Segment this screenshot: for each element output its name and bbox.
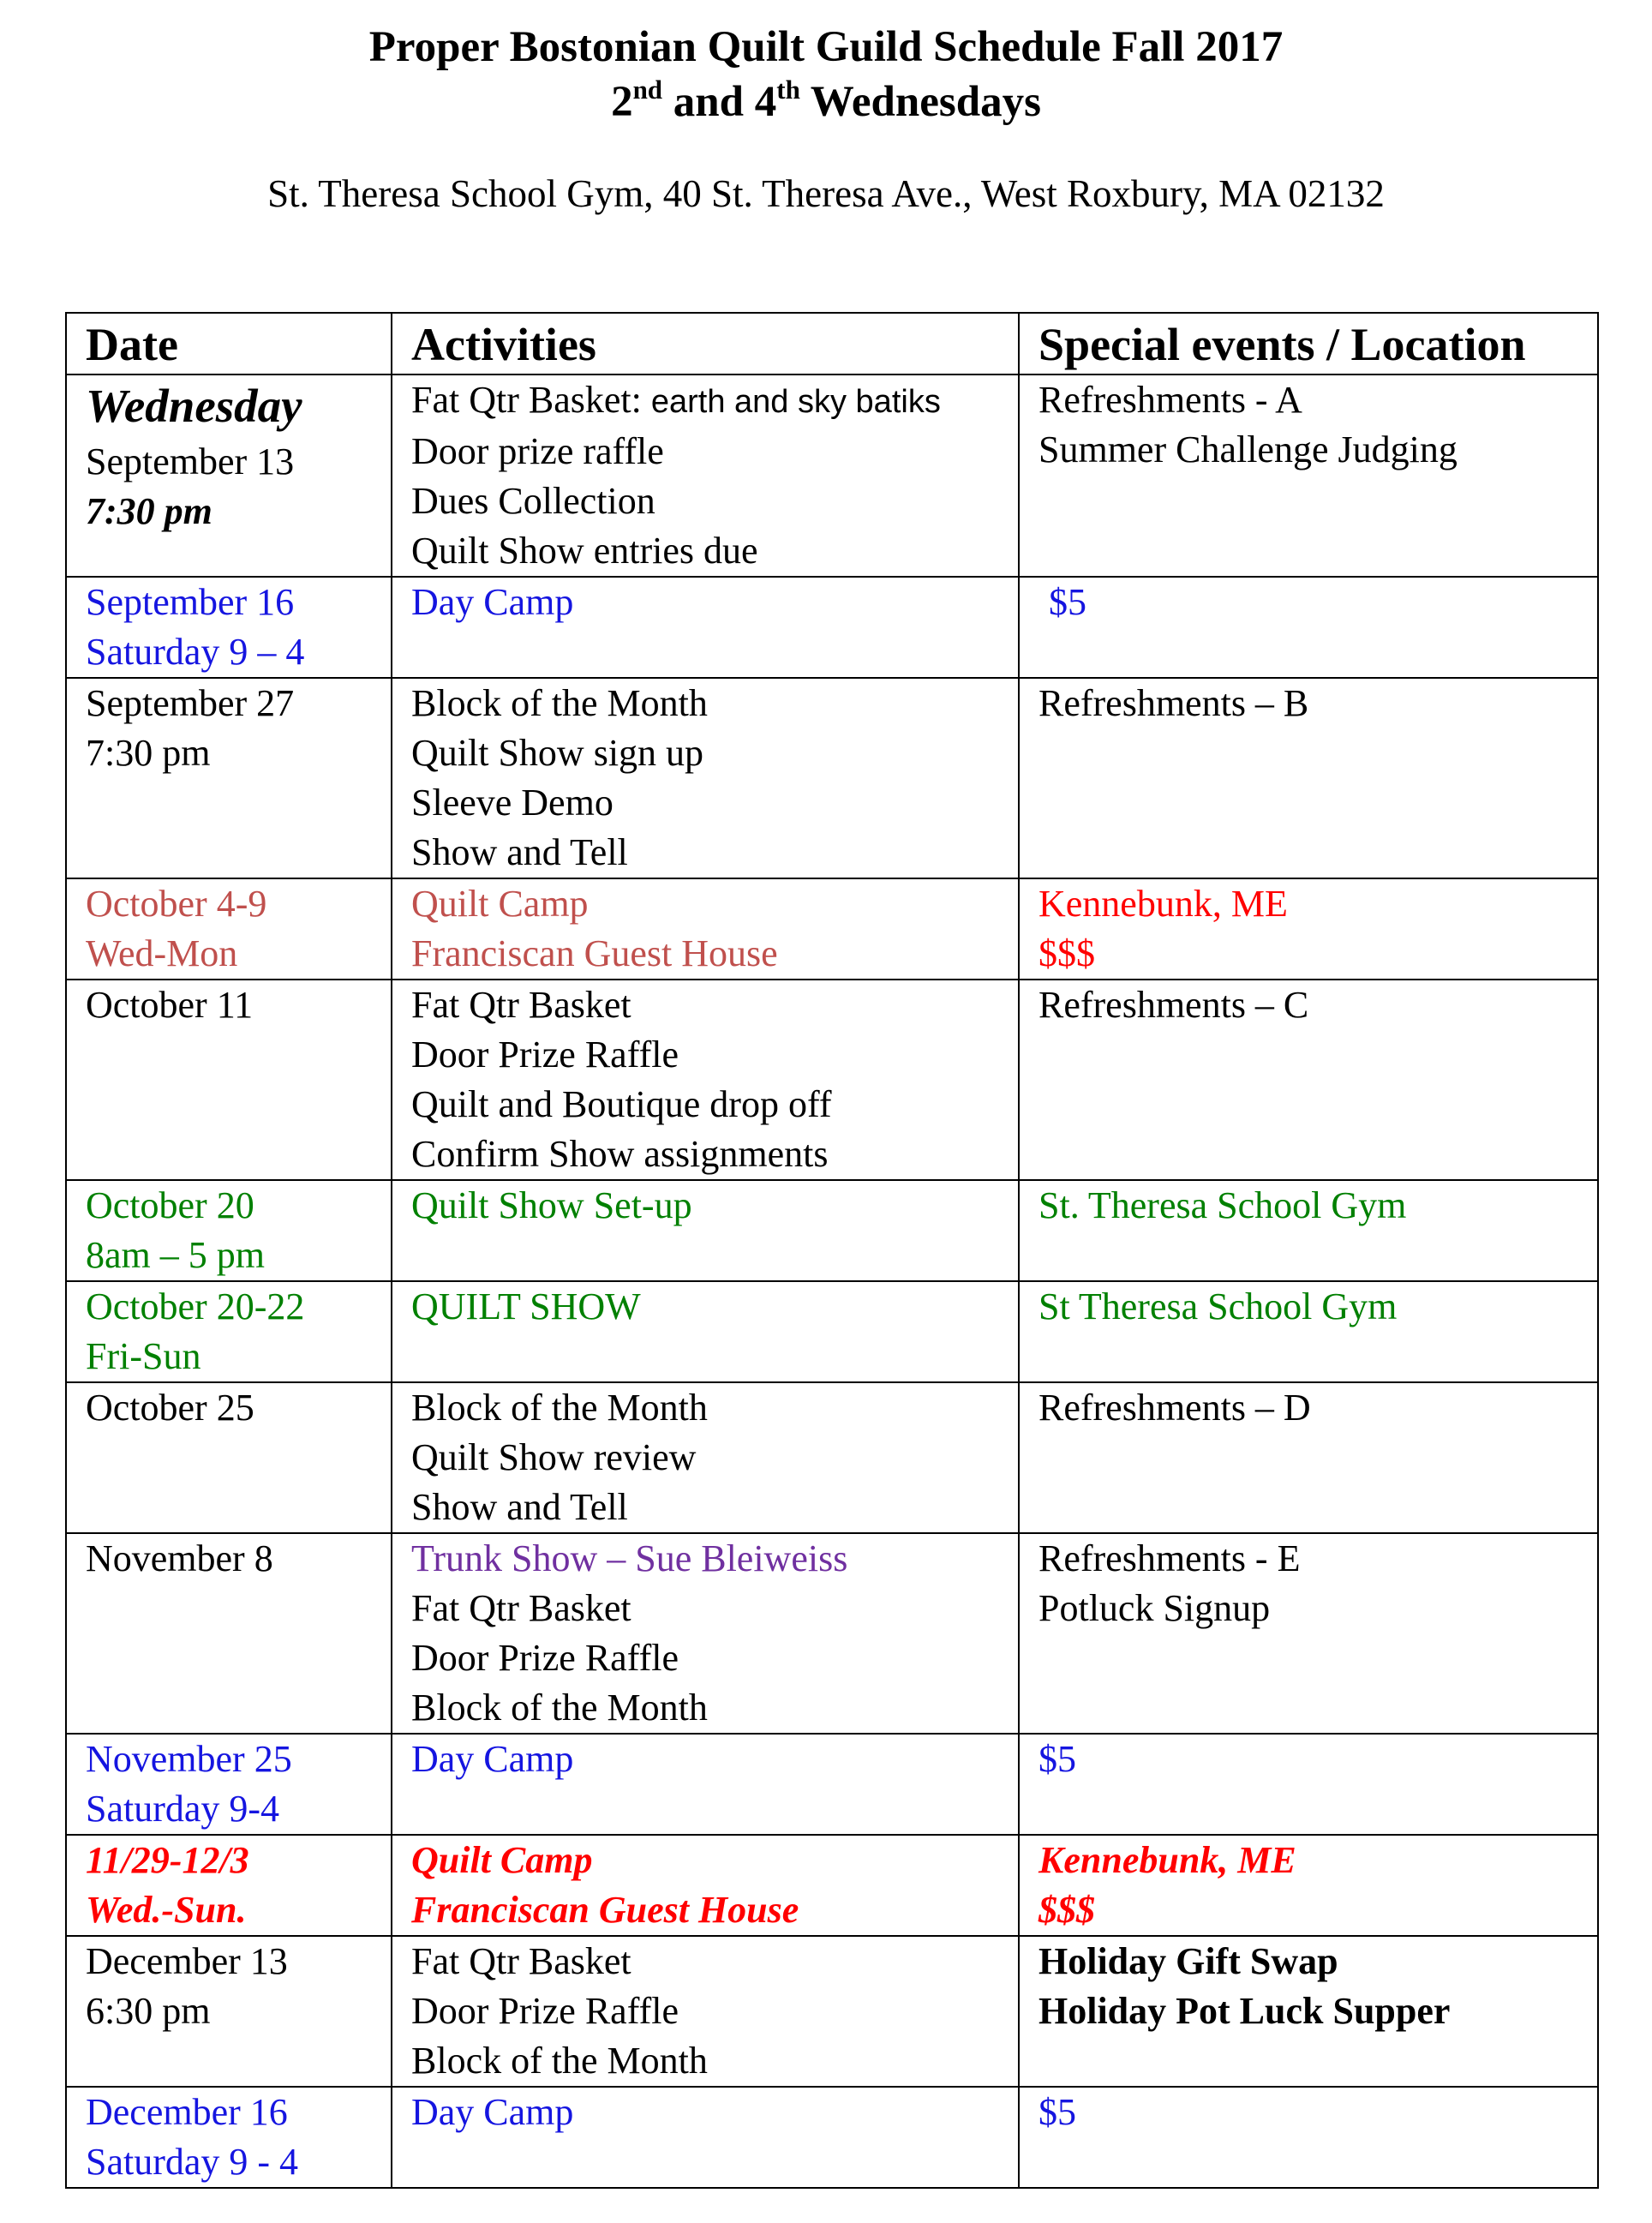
activity-line: Show and Tell: [411, 831, 628, 873]
date-line: October 25: [86, 1387, 254, 1429]
activity-line: Fat Qtr Basket: [411, 1940, 631, 1982]
venue-address: St. Theresa School Gym, 40 St. Theresa Ave., West Roxbury, MA 02132: [267, 172, 1385, 215]
special-line: $5: [1049, 581, 1086, 623]
activity-line: Door Prize Raffle: [411, 1637, 679, 1679]
activity-fat-qtr-theme: earth and sky batiks: [650, 384, 941, 420]
activities-cell: [392, 374, 1019, 577]
special-line: Refreshments – C: [1038, 984, 1309, 1026]
page-title: Proper Bostonian Quilt Guild Schedule Fall 2017: [368, 23, 1284, 71]
date-day: Wednesday: [86, 380, 302, 432]
date-line: 7:30 pm: [86, 732, 211, 774]
activity-line: Sleeve Demo: [411, 782, 614, 824]
table-header-row: [66, 313, 1598, 374]
special-line: $5: [1038, 2091, 1076, 2133]
activities-cell: [392, 1835, 1019, 1936]
special-cell: [1019, 1281, 1598, 1382]
table-row: [66, 1734, 1598, 1835]
subtitle-wednesdays: Wednesdays: [799, 78, 1041, 126]
activities-cell: [392, 1936, 1019, 2087]
date-line: 6:30 pm: [86, 1990, 211, 2032]
date-cell: [66, 980, 392, 1180]
activity-line: Door Prize Raffle: [411, 1990, 679, 2032]
date-line: Saturday 9-4: [86, 1788, 280, 1830]
activity-line: Quilt Show Set-up: [411, 1184, 692, 1226]
activity-line: Block of the Month: [411, 1687, 708, 1729]
table-row: [66, 2087, 1598, 2188]
date-cell: [66, 1835, 392, 1936]
column-header-activities: Activities: [392, 313, 1019, 374]
date-line: October 11: [86, 984, 254, 1026]
activity-line: Door prize raffle: [411, 430, 664, 472]
special-line: Holiday Gift Swap: [1038, 1940, 1338, 1982]
table-row: [66, 878, 1598, 980]
date-line: 11/29-12/3: [86, 1839, 249, 1881]
activity-line: Quilt Show sign up: [411, 732, 704, 774]
table-row: [66, 1382, 1598, 1533]
special-cell: [1019, 678, 1598, 878]
activity-line: Show and Tell: [411, 1486, 628, 1528]
special-line: Kennebunk, ME: [1038, 1839, 1296, 1881]
activity-line: QUILT SHOW: [411, 1285, 641, 1327]
table-row: [66, 1281, 1598, 1382]
activity-line: Quilt and Boutique drop off: [411, 1083, 832, 1125]
special-cell: [1019, 1382, 1598, 1533]
special-line: St. Theresa School Gym: [1038, 1184, 1407, 1226]
special-line: $$$: [1038, 932, 1095, 974]
date-line: Fri-Sun: [86, 1335, 201, 1377]
date-cell: [66, 374, 392, 577]
activity-line: Fat Qtr Basket: [411, 1587, 631, 1629]
date-line: October 4-9: [86, 883, 267, 925]
table-row: [66, 1533, 1598, 1734]
activities-cell: [392, 1281, 1019, 1382]
activity-line: [411, 375, 1009, 427]
activities-cell: [392, 678, 1019, 878]
special-cell: [1019, 878, 1598, 980]
schedule-table: [65, 312, 1599, 2189]
activities-cell: [392, 2087, 1019, 2188]
special-cell: [1019, 1533, 1598, 1734]
special-cell: [1019, 1835, 1598, 1936]
special-line: Refreshments – D: [1038, 1387, 1311, 1429]
table-row: [66, 1835, 1598, 1936]
date-cell: [66, 577, 392, 678]
activities-cell: [392, 980, 1019, 1180]
column-header-date: Date: [66, 313, 392, 374]
special-cell: [1019, 374, 1598, 577]
special-cell: [1019, 980, 1598, 1180]
activity-line: Day Camp: [411, 2091, 574, 2133]
date-line: Wed-Mon: [86, 932, 238, 974]
table-row: [66, 577, 1598, 678]
subtitle-2: 2: [611, 78, 633, 126]
activities-cell: [392, 878, 1019, 980]
date-cell: [66, 878, 392, 980]
date-line: November 25: [86, 1738, 292, 1780]
special-line: Refreshments – B: [1038, 682, 1309, 724]
activity-line: Trunk Show – Sue Bleiweiss: [411, 1537, 848, 1579]
table-row: [66, 980, 1598, 1180]
date-line: Saturday 9 – 4: [86, 631, 305, 673]
special-line: $$$: [1038, 1889, 1095, 1931]
date-line: December 13: [86, 1940, 288, 1982]
date-time: 7:30 pm: [86, 490, 212, 532]
page-subtitle: [0, 75, 1652, 134]
date-line: October 20-22: [86, 1285, 305, 1327]
date-cell: [66, 1734, 392, 1835]
activities-cell: [392, 1533, 1019, 1734]
activities-cell: [392, 1180, 1019, 1281]
activity-line: Franciscan Guest House: [411, 1889, 799, 1931]
activities-cell: [392, 577, 1019, 678]
subtitle-th: th: [776, 75, 800, 105]
special-line: Holiday Pot Luck Supper: [1038, 1990, 1451, 2032]
table-row: [66, 1180, 1598, 1281]
special-cell: [1019, 1734, 1598, 1835]
activity-line: Fat Qtr Basket: [411, 984, 631, 1026]
activity-line: Day Camp: [411, 581, 574, 623]
date-line: December 16: [86, 2091, 288, 2133]
date-line: September 27: [86, 682, 295, 724]
activity-line: Door Prize Raffle: [411, 1034, 679, 1076]
subtitle-and-4: and 4: [662, 78, 777, 126]
activities-cell: [392, 1382, 1019, 1533]
activity-line: Franciscan Guest House: [411, 932, 778, 974]
table-row: [66, 374, 1598, 577]
special-line: Kennebunk, ME: [1038, 883, 1288, 925]
activity-line: Quilt Camp: [411, 1839, 593, 1881]
special-line: Summer Challenge Judging: [1038, 428, 1457, 470]
activity-line: Block of the Month: [411, 682, 708, 724]
special-cell: [1019, 577, 1598, 678]
date-cell: [66, 2087, 392, 2188]
date-cell: [66, 1281, 392, 1382]
special-line: Refreshments - E: [1038, 1537, 1301, 1579]
activity-line: Block of the Month: [411, 2040, 708, 2082]
activity-line: Quilt Show review: [411, 1436, 697, 1478]
special-cell: [1019, 1936, 1598, 2087]
date-line: September 16: [86, 581, 295, 623]
activity-line: Block of the Month: [411, 1387, 708, 1429]
activity-line: Quilt Show entries due: [411, 530, 758, 572]
activity-line: Confirm Show assignments: [411, 1133, 829, 1175]
date-cell: [66, 678, 392, 878]
date-cell: [66, 1936, 392, 2087]
special-cell: [1019, 1180, 1598, 1281]
subtitle-nd: nd: [632, 75, 663, 105]
table-row: [66, 1936, 1598, 2087]
special-line: Potluck Signup: [1038, 1587, 1271, 1629]
date-cell: [66, 1382, 392, 1533]
activities-cell: [392, 1734, 1019, 1835]
date-line: 8am – 5 pm: [86, 1234, 265, 1276]
date-line: Saturday 9 - 4: [86, 2141, 299, 2183]
date-line: October 20: [86, 1184, 254, 1226]
activity-line: Dues Collection: [411, 480, 655, 522]
date-cell: [66, 1180, 392, 1281]
special-line: St Theresa School Gym: [1038, 1285, 1398, 1327]
activity-fat-qtr-label: Fat Qtr Basket:: [411, 379, 651, 421]
column-header-special: Special events / Location: [1019, 313, 1598, 374]
special-line: Refreshments - A: [1038, 379, 1302, 421]
activity-line: Quilt Camp: [411, 883, 589, 925]
table-row: [66, 678, 1598, 878]
special-cell: [1019, 2087, 1598, 2188]
date-line: September 13: [86, 440, 295, 482]
date-cell: [66, 1533, 392, 1734]
special-line: $5: [1038, 1738, 1076, 1780]
date-line: November 8: [86, 1537, 273, 1579]
activity-line: Day Camp: [411, 1738, 574, 1780]
date-line: Wed.-Sun.: [86, 1889, 247, 1931]
